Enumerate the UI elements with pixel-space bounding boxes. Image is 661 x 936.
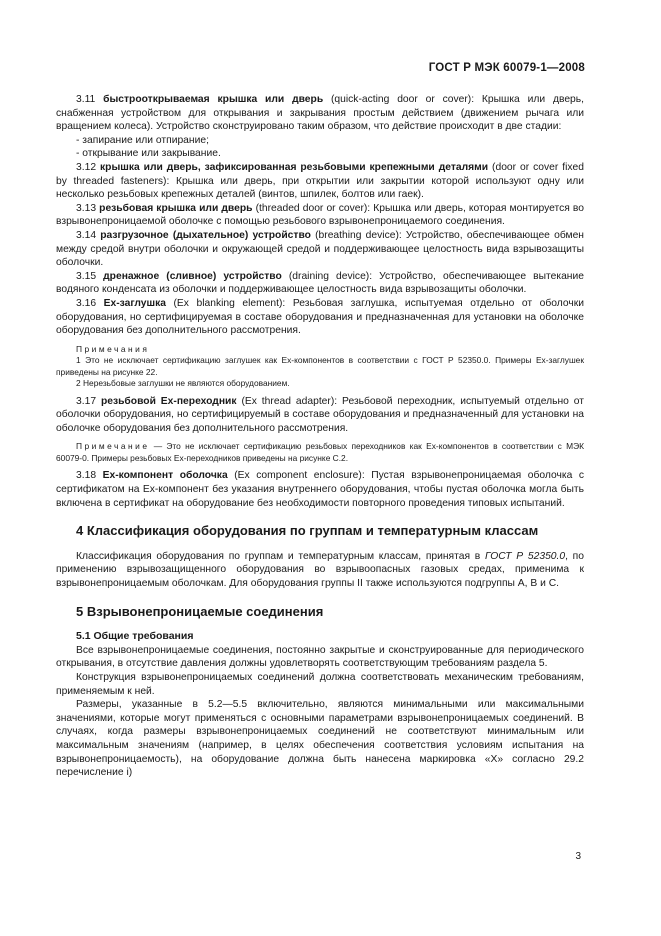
- term: резьбовая крышка или дверь: [99, 202, 253, 214]
- section-4-title: 4 Классификация оборудования по группам и температурным классам: [76, 523, 539, 539]
- term: Ex-заглушка: [103, 297, 166, 309]
- definition: (Ex component enclosure): Пустая взрывонепроницаемая оболочка с сертификатом на Ex-компонент без указания внутреннего оборудования, чтобы пустая оболочка могла быть включена в сертификат на оборудование без необходимости повторного проведения типовых испытаний.: [56, 470, 584, 509]
- subsection-5-1-title: 5.1 Общие требования: [76, 630, 194, 643]
- clause-number: 3.18: [76, 470, 97, 482]
- definition: (door or cover fixed by threaded fasteners): Крышка или дверь, при открытии или закрытии которой используют одну или несколько резьбовых крепежных деталей (винтов, шпилек, болтов или гаек).: [56, 161, 584, 201]
- standard-reference: ГОСТ Р 52350.0: [484, 550, 566, 562]
- clause-3-17: [56, 395, 584, 436]
- clause-number: 3.15: [76, 270, 97, 282]
- notes-heading: Примечания: [76, 343, 150, 354]
- paragraph: Все взрывонепроницаемые соединения, постоянно закрытые и сконструированные для периодического открывания, в отсутствие давления должны удовлетворять соответствующим требованиям раздела 5.: [56, 644, 584, 670]
- note: [56, 441, 584, 464]
- clause-number: 3.13: [76, 202, 97, 214]
- clause-3-18: [56, 469, 584, 510]
- paragraph: Конструкция взрывонепроницаемых соединений должна соответствовать механическим требованиям, применяемым к ней.: [56, 672, 584, 697]
- definition: (Ex blanking element): Резьбовая заглушка, испытуемая отдельно от оболочки оборудования, но сертифицируемая в составе оборудования и предназначенная для установки на оболочке оборудования без дополнительного рассмотрения.: [56, 297, 584, 337]
- clause-number: 3.11: [76, 94, 96, 105]
- list-item: - запирание или отпирание;: [76, 134, 209, 146]
- list-item: - открывание или закрывание.: [76, 148, 221, 160]
- clause-3-11: [56, 93, 584, 134]
- clause-number: 3.16: [76, 297, 97, 309]
- clause-number: 3.14: [76, 229, 97, 241]
- definition: (threaded door or cover): Крышка или дверь, которая монтируется во взрывонепроницаемой оболочке с помощью резьбового взрывонепроницаемого соединения.: [56, 202, 584, 228]
- clause-3-13: [56, 202, 584, 229]
- section-4-paragraph: Классификация оборудования по группам и температурным классам, принятая в ГОСТ Р 52350.0, по применению взрывозащищенного оборудования во взрывоопасных газовых средах, применима к взрывонепроницаемым оболочкам. Для оборудования группы II также используются подгруппы А, В и С.: [56, 550, 584, 590]
- term: разгрузочное (дыхательное) устройство: [100, 229, 311, 241]
- definition: (breathing device): Устройство, обеспечивающее обмен между средой внутри оболочки и окружающей средой и поддерживающее целостность вида взрывозащиты оболочки.: [56, 229, 584, 269]
- clause-number: 3.17: [76, 395, 97, 407]
- page-content: [56, 93, 584, 780]
- note-1: 1 Это не исключает сертификацию заглушек как Ex-компонентов в соответствии с ГОСТ Р 52350.0. Примеры Ex-заглушек приведены на рисунке 22.: [56, 355, 584, 377]
- definition: (draining device): Устройство, обеспечивающее вытекание водяного конденсата из оболочки и поддерживающее целостность вида взрывозащиты оболочки.: [56, 270, 584, 296]
- clause-3-14: [56, 229, 584, 270]
- note-2: 2 Нерезьбовые заглушки не являются оборудованием.: [76, 378, 290, 389]
- paragraph: Размеры, указанные в 5.2—5.5 включительно, являются минимальными или максимальными значениями, которые могут применяться с основными параметрами взрывонепроницаемых соединений. В случаях, когда размеры взрывонепроницаемых соединений не соответствуют минимальным или максимальным значениям (например, в целях обеспечения соответствия условиям испытания на взрывонепроницаемость), на оборудование должна быть нанесена маркировка «Х» согласно 29.2 перечисление i): [56, 699, 584, 779]
- page-number: 3: [575, 851, 581, 862]
- clause-number: 3.12: [76, 161, 97, 173]
- note-text: — Это не исключает сертификацию резьбовых переходников как Ex-компонентов в соответствии с МЭК 60079-0. Примеры резьбовых Ex-переходников приведены на рисунке С.2.: [56, 441, 584, 463]
- clause-3-12: [56, 161, 584, 202]
- term: резьбовой Ex-переходник: [100, 395, 237, 407]
- definition: (Ex thread adapter): Резьбовой переходник, испытуемый отдельно от оболочки оборудования, но сертифицируемый в составе оборудования и предназначенный для установки на оболочке оборудования без дополнительного рассмотрения.: [56, 395, 584, 434]
- clause-3-15: [56, 270, 584, 297]
- term: быстрооткрываемая крышка или дверь: [103, 94, 324, 105]
- term: дренажное (сливное) устройство: [103, 270, 282, 282]
- clause-3-16: [56, 297, 584, 338]
- term: Ex-компонент оболочка: [102, 470, 228, 482]
- definition: (quick-acting door or cover): Крышка или дверь, снабженная устройством для открывания и закрывания простым действием (движением рычага или вращением колеса). Устройство сконструировано таким образом, что действие происходит в две стадии:: [56, 94, 584, 133]
- term: крышка или дверь, зафиксированная резьбовыми крепежными деталями: [100, 161, 489, 173]
- document-header: ГОСТ Р МЭК 60079-1—2008: [428, 62, 585, 74]
- note-heading: Примечание: [76, 441, 150, 452]
- section-5-title: 5 Взрывонепроницаемые соединения: [76, 603, 324, 619]
